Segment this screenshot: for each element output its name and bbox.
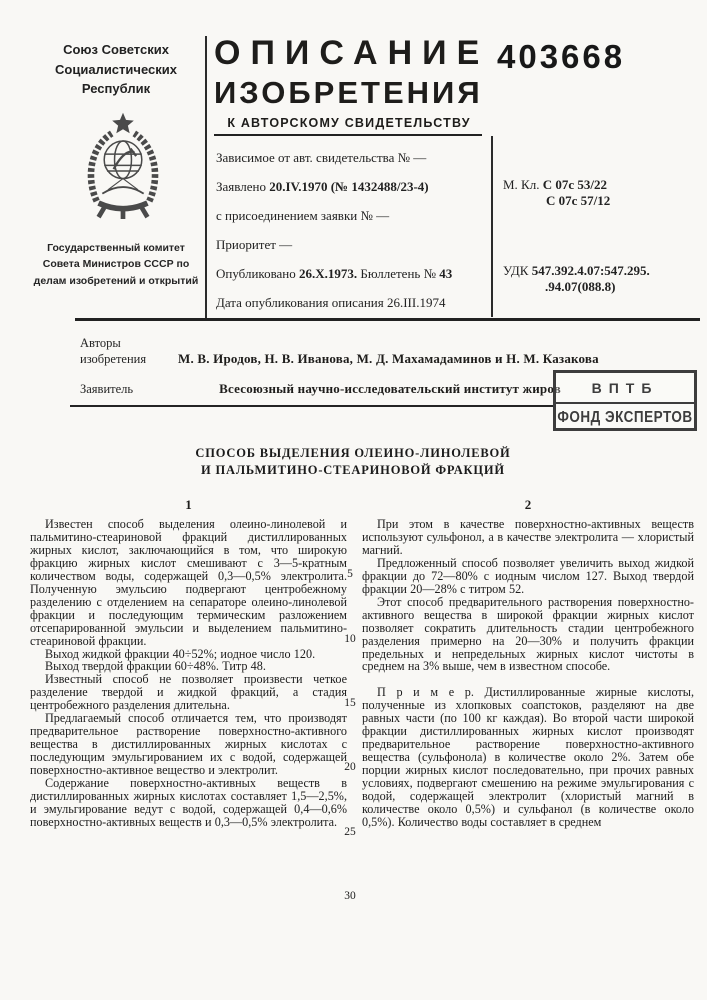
authors-row — [80, 335, 599, 367]
paragraph: Выход твердой фракции 60÷48%. Титр 48. — [45, 659, 266, 674]
paragraph: Выход жидкой фракции 40÷52%; иодное число 120. — [45, 646, 316, 661]
filing-row — [216, 179, 486, 195]
bibliographic-block — [216, 150, 486, 324]
attached-application-row: с присоединением заявки № — — [216, 208, 390, 223]
header-divider-right — [491, 136, 493, 317]
invention-title-line2: И ПАЛЬМИТИНО-СТЕАРИНОВОЙ ФРАКЦИЙ — [201, 463, 505, 477]
publication-row — [216, 266, 486, 282]
document-type-block — [214, 34, 490, 136]
paragraph: Этот способ предварительного растворения поверхностно-активного вещества в широкой фракции жирных кислот позволяет сократить длительность стадии центробежного разделения примерно на 20—30% и получить фракции предельных и непредельных жирных кислот чистоты в среднем на 3% выше, чем в известном способе. — [362, 594, 694, 674]
intl-class-line2 — [503, 193, 610, 209]
applicant-label: Заявитель — [80, 382, 134, 396]
star-shape — [112, 113, 134, 133]
library-stamp — [553, 370, 697, 431]
gutter-line-number: 30 — [344, 890, 356, 902]
paragraph: Известный способ не позволяет произвести четкое разделение твердой и жидкой фракций, а стадия центробежного разделения длительна. — [30, 672, 347, 713]
header-divider-left — [205, 36, 207, 320]
committee-label: Государственный комитет Совета Министров СССР по делам изобретений и открытий — [33, 242, 199, 287]
column-1-number: 1 — [185, 497, 192, 512]
authors-names: М. В. Иродов, Н. В. Иванова, М. Д. Махамадаминов и Н. М. Казакова — [178, 350, 599, 366]
patent-number: 403668 — [497, 38, 626, 75]
column-2-number: 2 — [524, 497, 532, 512]
union-name-label: Союз Советских Социалистических Республик — [55, 42, 177, 96]
doc-type-line1: ОПИСАНИЕ — [214, 34, 490, 72]
authors-label: Авторы изобретения — [80, 336, 147, 366]
paragraph: При этом в качестве поверхностно-активных веществ используют сульфонол, а в качестве электролита — хлористый магний. — [362, 517, 694, 557]
applicant-underline — [70, 405, 554, 407]
section-divider — [75, 318, 700, 321]
doc-subtype-label: К АВТОРСКОМУ СВИДЕТЕЛЬСТВУ — [227, 115, 471, 130]
invention-title-line1: СПОСОБ ВЫДЕЛЕНИЯ ОЛЕИНО-ЛИНОЛЕВОЙ — [195, 446, 511, 460]
gutter-line-number: 5 — [347, 568, 353, 580]
intl-class-code2: С 07с 57/12 — [546, 193, 611, 208]
intl-class-line1 — [503, 177, 610, 193]
publication-date: 26.X.1973. — [299, 266, 358, 281]
body-column-2 — [362, 497, 694, 829]
doc-type-line2: ИЗОБРЕТЕНИЯ — [214, 74, 483, 110]
example-paragraph: П р и м е р. Дистиллированные жирные кислоты, полученные из хлопковых соапстоков, разделяют на две равных части (по 100 кг каждая). Во второй части широкой фракции дистиллированных жирных кислот производят предварительное растворение поверхностно-активного вещества (сульфонола) в количестве около 2%. Затем обе порции жирных кислот последовательно, при прочих равных условиях, подвергают смешению на режиме эмульгирования с водой, содержащей электролит (хлористый магний в количестве около 0,5%) и сульфанол (в количестве около 0,5%). Количество воды составляет в среднем — [362, 685, 694, 829]
udk-code-line2: .94.07(088.8) — [545, 279, 616, 294]
paragraph: Предлагаемый способ отличается тем, что производят предварительное растворение поверхностно-активного вещества в дистиллированных жирных кислотах с последующим эмульгированием их с водой, содержащей поверхностно-активное вещество и электролит. — [30, 711, 347, 778]
gutter-line-number: 20 — [344, 761, 356, 773]
ussr-coat-of-arms-icon — [76, 110, 170, 234]
paragraph: Предложенный способ позволяет увеличить выход жидкой фракции до 72—80% с иодным числом 127. Выход твердой фракции 20—28% с титром 52. — [362, 555, 694, 596]
filing-value: 20.IV.1970 (№ 1432488/23-4) — [269, 179, 429, 194]
udk-line1 — [503, 263, 650, 279]
udk-label: УДК — [503, 263, 529, 278]
invention-title — [88, 445, 618, 479]
description-date-row: Дата опубликования описания 26.III.1974 — [216, 295, 446, 310]
bulletin-label: Бюллетень № — [360, 266, 436, 281]
applicant-row — [80, 381, 561, 397]
gutter-line-number: 25 — [344, 826, 356, 838]
intl-class-block — [503, 177, 610, 209]
intl-class-code1: С 07с 53/22 — [542, 177, 607, 192]
paragraph: Содержание поверхностно-активных веществ в дистиллированных жирных кислотах составляет 1,5—2,5%, и эмульгирование ведут с водой, содержащей 0,4—0,6% поверхностно-активных веществ и 0,3—0,5% электролита. — [30, 776, 347, 829]
publication-label: Опубликовано — [216, 266, 296, 281]
priority-row: Приоритет — — [216, 237, 293, 252]
udk-code-line1: 547.392.4.07:547.295. — [531, 263, 650, 278]
body-column-1 — [30, 497, 347, 829]
dependent-certificate-row: Зависимое от авт. свидетельства № — — [216, 150, 427, 165]
stamp-line2: ФОНД ЭКСПЕРТОВ — [557, 407, 693, 425]
stamp-line1: ВПТБ — [556, 373, 694, 404]
paragraph: Известен способ выделения олеино-линолевой и пальмитино-стеариновой фракций дистиллированных жирных кислот, заключающийся в том, что широкую фракцию жирных кислот смешивают с 3—5-кратным количеством воды, содержащей 0,3—0,5% электролита. Полученную эмульсию подвергают центробежному разделению с отделением на сепараторе олеино-линолевой фракции и последующим термическим разложением отсепарированной эмульсии и выделением пальмитино-стеариновой фракции. — [30, 517, 347, 648]
udk-block — [503, 263, 650, 295]
applicant-name: Всесоюзный научно-исследовательский институт жиров — [219, 381, 561, 396]
bulletin-number: 43 — [439, 266, 453, 281]
gutter-line-number: 15 — [344, 697, 356, 709]
udk-line2 — [503, 279, 650, 295]
gutter-line-number: 10 — [344, 633, 356, 645]
header-underline — [214, 134, 482, 136]
intl-class-label: М. Кл. — [503, 177, 540, 192]
filing-label: Заявлено — [216, 179, 266, 194]
